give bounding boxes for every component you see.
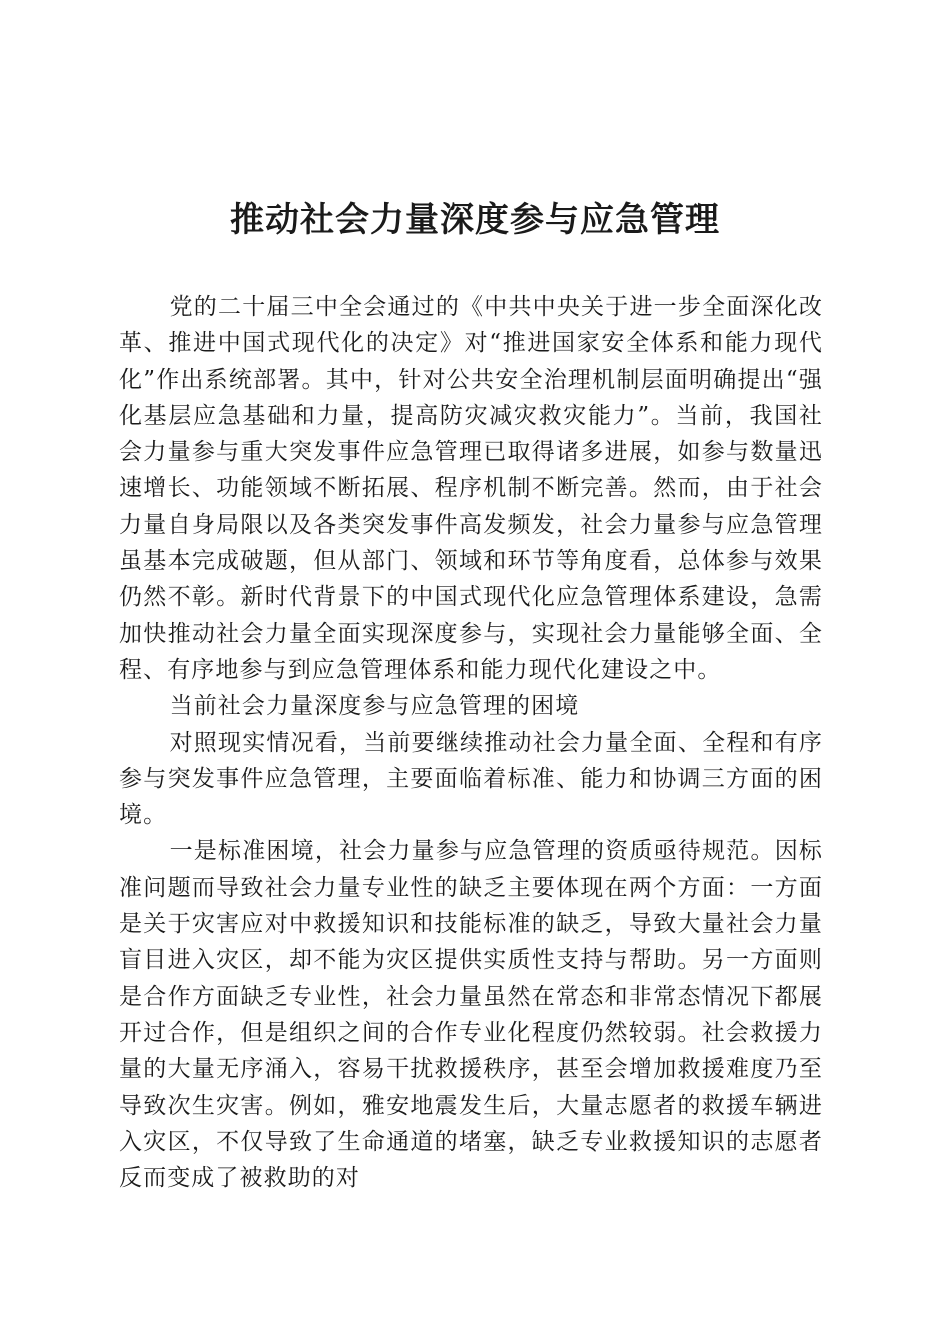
section-heading: 当前社会力量深度参与应急管理的困境 <box>169 693 580 720</box>
paragraph-standards: 一是标准困境，社会力量参与应急管理的资质亟待规范。因标准问题而导致社会力量专业性的缺乏主要体现在两个方面：一方面是关于灾害应对中救援知识和技能标准的缺乏，导致大量社会力量盲目进入灾区，却不能为灾区提供实质性支持与帮助。另一方面则是合作方面缺乏专业性，社会力量虽然在常态和非常态情况下都展开过合作，但是组织之间的合作专业化程度仍然较弱。社会救援力量的大量无序涌入，容易干扰救援秩序，甚至会增加救援难度乃至导致次生灾害。例如，雅安地震发生后，大量志愿者的救援车辆进入灾区，不仅导致了生命通道的堵塞，缺乏专业救援知识的志愿者反而变成了被救助的对 <box>119 838 823 1192</box>
paragraph-intro: 党的二十届三中全会通过的《中共中央关于进一步全面深化改革、推进中国式现代化的决定》对“推进国家安全体系和能力现代化”作出系统部署。其中，针对公共安全治理机制层面明确提出“强化基层应急基础和力量，提高防灾减灾救灾能力”。当前，我国社会力量参与重大突发事件应急管理已取得诸多进展，如参与数量迅速增长、功能领域不断拓展、程序机制不断完善。然而，由于社会力量自身局限以及各类突发事件高发频发，社会力量参与应急管理虽基本完成破题，但从部门、领域和环节等角度看，总体参与效果仍然不彰。新时代背景下的中国式现代化应急管理体系建设，急需加快推动社会力量全面实现深度参与，实现社会力量能够全面、全程、有序地参与到应急管理体系和能力现代化建设之中。 <box>119 294 823 683</box>
document-title: 推动社会力量深度参与应急管理 <box>230 200 720 240</box>
document-body <box>119 289 823 1196</box>
paragraph-overview: 对照现实情况看，当前要继续推动社会力量全面、全程和有序参与突发事件应急管理，主要面临着标准、能力和协调三方面的困境。 <box>119 729 823 829</box>
